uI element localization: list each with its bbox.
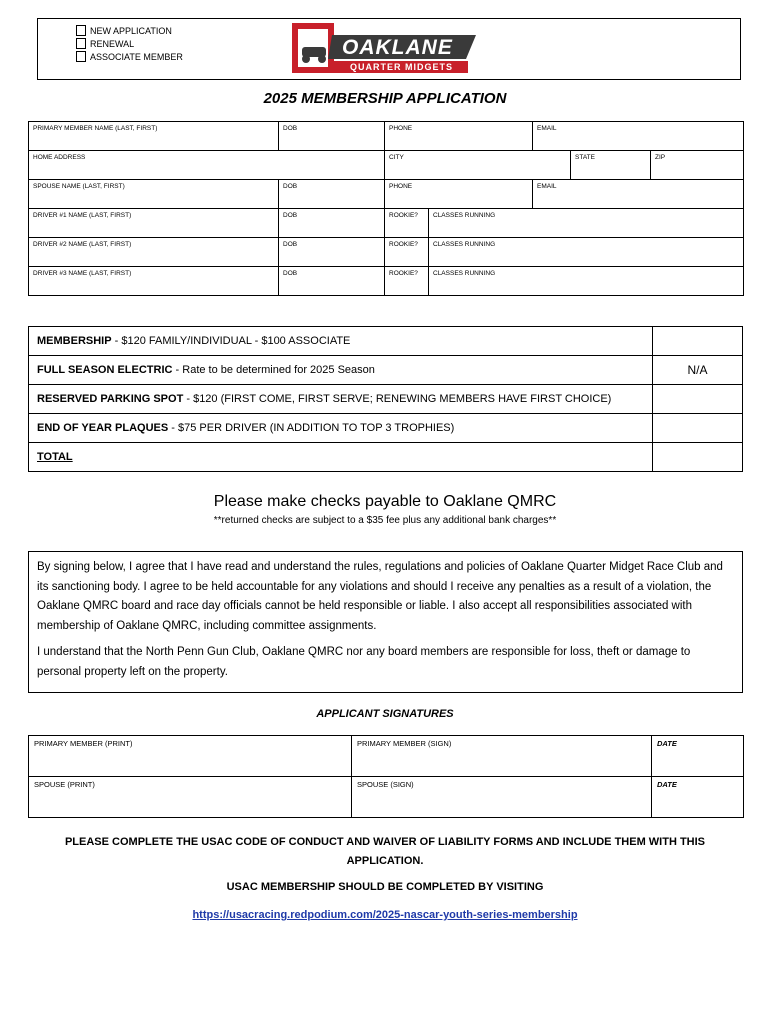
- driver-3-dob-field[interactable]: DOB: [279, 267, 385, 296]
- fee-plaques-title: END OF YEAR PLAQUES: [37, 422, 169, 434]
- primary-dob-field[interactable]: DOB: [279, 122, 385, 151]
- fee-parking-row: [29, 385, 743, 414]
- driver-2-name-field[interactable]: DRIVER #2 NAME (LAST, FIRST): [29, 238, 279, 267]
- agreement-paragraph-1: By signing below, I agree that I have read and understand the rules, regulations and policies of Oaklane Quarter Midget Race Club and its sanctioning body. I agree to be held accountable for any violations and should I receive any penalties as a result of a violation, the Oaklane QMRC board and race day officials cannot be held responsible or liable. I also accept all responsibilities associated with membership of Oaklane QMRC, including committee assignments.: [37, 561, 723, 632]
- car-wheel-icon: [302, 55, 310, 63]
- complete-forms-notice: PLEASE COMPLETE THE USAC CODE OF CONDUCT AND WAIVER OF LIABILITY FORMS AND INCLUDE THEM WITH THIS APPLICATION.: [64, 836, 706, 867]
- fee-membership-label: [29, 327, 653, 356]
- fee-total-row: [29, 443, 743, 472]
- fee-membership-row: [29, 327, 743, 356]
- agreement-paragraph-2: I understand that the North Penn Gun Club, Oaklane QMRC nor any board members are responsible for loss, theft or damage to personal property left on the property.: [37, 646, 691, 678]
- driver-1-name-field[interactable]: DRIVER #1 NAME (LAST, FIRST): [29, 209, 279, 238]
- primary-member-sign-field[interactable]: PRIMARY MEMBER (SIGN): [352, 736, 652, 777]
- fee-electric-title: FULL SEASON ELECTRIC: [37, 364, 173, 376]
- spouse-email-field[interactable]: EMAIL: [533, 180, 744, 209]
- driver-3-classes-field[interactable]: CLASSES RUNNING: [429, 267, 744, 296]
- primary-phone-field[interactable]: PHONE: [385, 122, 533, 151]
- home-address-field[interactable]: HOME ADDRESS: [29, 151, 385, 180]
- fee-parking-desc: - $120 (FIRST COME, FIRST SERVE; RENEWING MEMBERS HAVE FIRST CHOICE): [183, 393, 612, 405]
- driver-1-rookie-field[interactable]: ROOKIE?: [385, 209, 429, 238]
- signatures-table: [28, 735, 744, 818]
- fee-plaques-amount[interactable]: [653, 414, 743, 443]
- driver-1-row: [29, 209, 744, 238]
- primary-signature-row: [29, 736, 744, 777]
- spouse-phone-field[interactable]: PHONE: [385, 180, 533, 209]
- renewal-checkbox[interactable]: [76, 38, 86, 49]
- driver-1-classes-field[interactable]: CLASSES RUNNING: [429, 209, 744, 238]
- member-info-grid: [28, 121, 744, 296]
- new-application-option[interactable]: [76, 25, 172, 36]
- renewal-label: RENEWAL: [90, 38, 135, 49]
- primary-date-field[interactable]: DATE: [652, 736, 744, 777]
- driver-2-classes-field[interactable]: CLASSES RUNNING: [429, 238, 744, 267]
- spouse-date-field[interactable]: DATE: [652, 777, 744, 818]
- state-field[interactable]: STATE: [571, 151, 651, 180]
- driver-3-rookie-field[interactable]: ROOKIE?: [385, 267, 429, 296]
- fee-membership-amount[interactable]: [653, 327, 743, 356]
- agreement-box: [28, 551, 743, 693]
- fee-membership-title: MEMBERSHIP: [37, 335, 112, 347]
- payment-instruction: Please make checks payable to Oaklane QMRC: [213, 493, 557, 510]
- header-box: [37, 18, 741, 80]
- driver-3-row: [29, 267, 744, 296]
- signatures-title: APPLICANT SIGNATURES: [316, 708, 454, 720]
- associate-member-label: ASSOCIATE MEMBER: [90, 51, 183, 62]
- driver-2-dob-field[interactable]: DOB: [279, 238, 385, 267]
- driver-3-name-field[interactable]: DRIVER #3 NAME (LAST, FIRST): [29, 267, 279, 296]
- fee-plaques-label: [29, 414, 653, 443]
- spouse-print-field[interactable]: SPOUSE (PRINT): [29, 777, 352, 818]
- city-field[interactable]: CITY: [385, 151, 571, 180]
- driver-2-row: [29, 238, 744, 267]
- logo-sub-text: QUARTER MIDGETS: [350, 62, 454, 72]
- new-application-label: NEW APPLICATION: [90, 25, 172, 36]
- renewal-option[interactable]: [76, 38, 134, 49]
- driver-2-rookie-field[interactable]: ROOKIE?: [385, 238, 429, 267]
- fee-electric-label: [29, 356, 653, 385]
- associate-member-option[interactable]: [76, 51, 183, 62]
- new-application-checkbox[interactable]: [76, 25, 86, 36]
- fee-parking-title: RESERVED PARKING SPOT: [37, 393, 184, 405]
- returned-check-note: **returned checks are subject to a $35 fee plus any additional bank charges**: [213, 515, 557, 526]
- logo-main-text: OAKLANE: [342, 36, 453, 59]
- zip-field[interactable]: ZIP: [651, 151, 744, 180]
- spouse-name-field[interactable]: SPOUSE NAME (LAST, FIRST): [29, 180, 279, 209]
- associate-member-checkbox[interactable]: [76, 51, 86, 62]
- fee-membership-desc: - $120 FAMILY/INDIVIDUAL - $100 ASSOCIATE: [111, 335, 351, 347]
- fee-parking-label: [29, 385, 653, 414]
- oaklane-logo: [288, 21, 478, 75]
- spouse-sign-field[interactable]: SPOUSE (SIGN): [352, 777, 652, 818]
- usac-membership-link[interactable]: https://usacracing.redpodium.com/2025-nascar-youth-series-membership: [192, 909, 578, 921]
- car-wheel-icon: [318, 55, 326, 63]
- fee-parking-amount[interactable]: [653, 385, 743, 414]
- fee-electric-desc: - Rate to be determined for 2025 Season: [172, 364, 375, 376]
- fee-electric-amount[interactable]: N/A: [653, 356, 743, 385]
- address-row: [29, 151, 744, 180]
- page-title: 2025 MEMBERSHIP APPLICATION: [263, 90, 507, 107]
- fees-table: [28, 326, 743, 472]
- primary-member-name-field[interactable]: PRIMARY MEMBER NAME (LAST, FIRST): [29, 122, 279, 151]
- fee-total-label: [29, 443, 653, 472]
- usac-membership-notice: USAC MEMBERSHIP SHOULD BE COMPLETED BY VISITING: [226, 881, 544, 893]
- fee-total-title: TOTAL: [37, 451, 73, 463]
- fee-plaques-row: [29, 414, 743, 443]
- spouse-signature-row: [29, 777, 744, 818]
- primary-email-field[interactable]: EMAIL: [533, 122, 744, 151]
- primary-member-print-field[interactable]: PRIMARY MEMBER (PRINT): [29, 736, 352, 777]
- primary-member-row: [29, 122, 744, 151]
- fee-electric-row: [29, 356, 743, 385]
- spouse-dob-field[interactable]: DOB: [279, 180, 385, 209]
- fee-total-amount[interactable]: [653, 443, 743, 472]
- driver-1-dob-field[interactable]: DOB: [279, 209, 385, 238]
- spouse-row: [29, 180, 744, 209]
- fee-plaques-desc: - $75 PER DRIVER (IN ADDITION TO TOP 3 TROPHIES): [168, 422, 455, 434]
